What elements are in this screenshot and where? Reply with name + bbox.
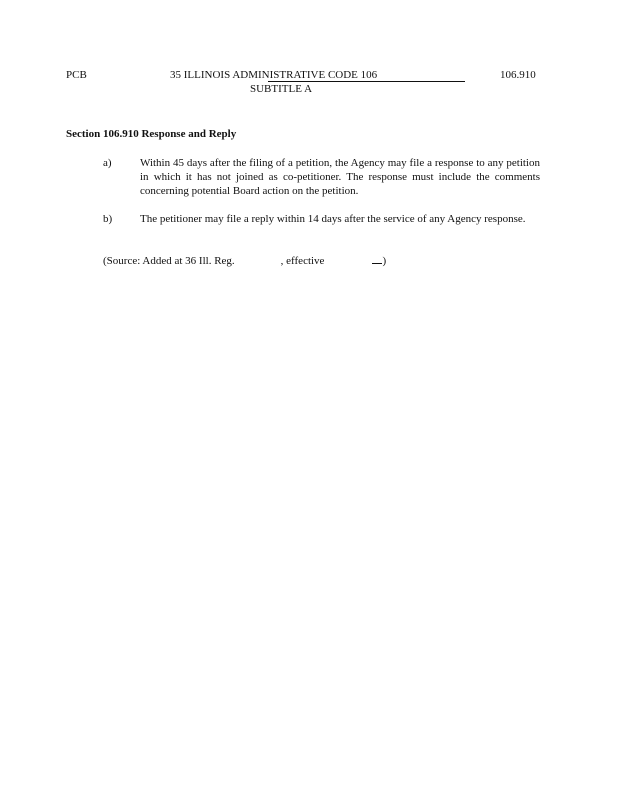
item-a-letter: a)	[103, 157, 112, 169]
item-a-text: Within 45 days after the filing of a petition, the Agency may file a response to any petition in which it has not joined as co-petitioner. The response must include the comments concerning potential Board action on the petition.	[140, 157, 540, 197]
item-b-text: The petitioner may file a reply within 14 days after the service of any Agency response.	[140, 213, 526, 225]
source-suffix: )	[382, 255, 387, 267]
source-middle: , effective	[280, 255, 325, 267]
header-code-title: 35 ILLINOIS ADMINISTRATIVE CODE 106	[170, 69, 378, 81]
section-title: Section 106.910 Response and Reply	[66, 128, 237, 140]
source-underline-blank	[372, 254, 382, 264]
item-b-letter: b)	[103, 213, 113, 225]
header-agency: PCB	[66, 69, 87, 81]
header-section-number: 106.910	[500, 69, 536, 81]
source-note	[103, 254, 386, 268]
header-subtitle: SUBTITLE A	[250, 83, 313, 95]
source-prefix: (Source: Added at 36 Ill. Reg.	[103, 255, 235, 267]
